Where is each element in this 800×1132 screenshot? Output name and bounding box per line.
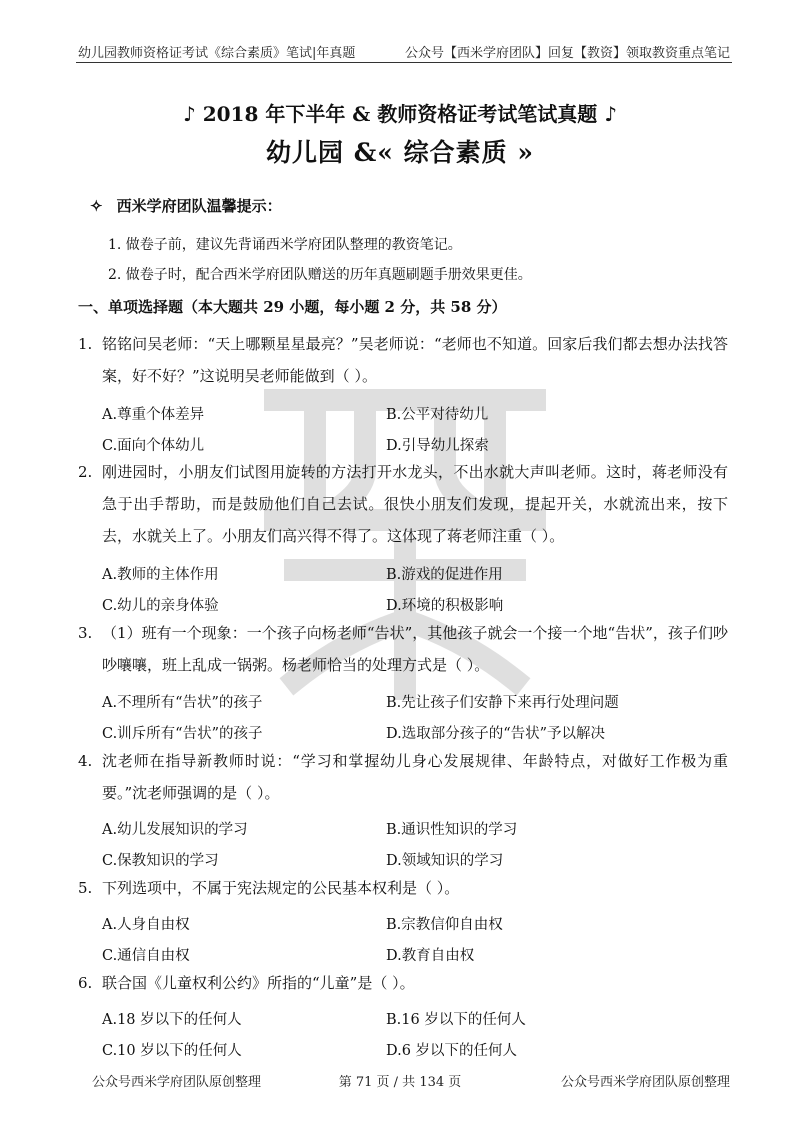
watermark-text: 西米学府 (405, 680, 409, 681)
option-d: D.6 岁以下的任何人 (386, 1043, 518, 1059)
option-b: B.宗教信仰自由权 (386, 917, 503, 933)
option-c: C.训斥所有“告状”的孩子 (102, 726, 263, 742)
option-c: C.幼儿的亲身体验 (102, 598, 219, 614)
option-d: D.教育自由权 (386, 948, 475, 964)
question-number: 2. (78, 463, 93, 481)
question-2 (78, 456, 728, 552)
option-b: B.先让孩子们安静下来再行处理问题 (386, 695, 619, 711)
question-number: 4. (78, 752, 93, 770)
option-c: C.10 岁以下的任何人 (102, 1043, 242, 1059)
option-a: A.18 岁以下的任何人 (102, 1012, 242, 1028)
header-right-text: 公众号【西米学府团队】回复【教资】领取教资重点笔记 (404, 46, 730, 61)
option-c: C.面向个体幼儿 (102, 438, 205, 454)
page-number: 第 71 页 / 共 134 页 (338, 1075, 462, 1090)
option-d: D.领域知识的学习 (386, 853, 504, 869)
sparkle-icon: ✧ (90, 197, 103, 215)
header-left-text: 幼儿园教师资格证考试《综合素质》笔试|年真题 (78, 46, 356, 61)
question-number: 3. (78, 624, 93, 642)
question-text: 铭铭问吴老师：“天上哪颗星星最亮？”吴老师说：“老师也不知道。回家后我们都去想办法找答案，好不好？”这说明吴老师能做到（ ）。 (102, 335, 728, 385)
option-b: B.游戏的促进作用 (386, 567, 503, 583)
option-d: D.引导幼儿探索 (386, 438, 489, 454)
question-number: 6. (78, 974, 93, 992)
exam-title: ♪ 2018 年下半年 & 教师资格证考试笔试真题 ♪ (182, 102, 618, 126)
question-5 (78, 872, 728, 904)
tip-item: 1. 做卷子前，建议先背诵西米学府团队整理的教资笔记。 (108, 237, 462, 253)
question-1 (78, 328, 728, 392)
option-b: B.通识性知识的学习 (386, 822, 518, 838)
option-a: A.不理所有“告状”的孩子 (102, 695, 263, 711)
tips-heading (90, 195, 282, 216)
option-c: C.保教知识的学习 (102, 853, 219, 869)
option-d: D.环境的积极影响 (386, 598, 504, 614)
question-number: 5. (78, 879, 93, 897)
question-4 (78, 745, 728, 809)
question-text: （1）班有一个现象：一个孩子向杨老师“告状”，其他孩子就会一个接一个地“告状”，孩子们吵吵嚷嚷，班上乱成一锅粥。杨老师恰当的处理方式是（ ）。 (102, 624, 728, 674)
question-text: 沈老师在指导新教师时说：“学习和掌握幼儿身心发展规律、年龄特点，对做好工作极为重要。”沈老师强调的是（ ）。 (102, 752, 728, 802)
question-6 (78, 967, 728, 999)
question-number: 1. (78, 335, 93, 353)
option-b: B.16 岁以下的任何人 (386, 1012, 526, 1028)
option-b: B.公平对待幼儿 (386, 407, 489, 423)
footer-right-text: 公众号西米学府团队原创整理 (560, 1075, 730, 1090)
option-a: A.人身自由权 (102, 917, 190, 933)
question-text: 刚进园时，小朋友们试图用旋转的方法打开水龙头，不出水就大声叫老师。这时，蒋老师没有急于出手帮助，而是鼓励他们自己去试。很快小朋友们发现，提起开关，水就流出来，按下去，水就关上了。小朋友们高兴得不得了。这体现了蒋老师注重（ ）。 (102, 463, 728, 545)
footer-left-text: 公众号西米学府团队原创整理 (92, 1075, 262, 1090)
subject-title: 幼儿园 &« 综合素质 » (266, 138, 534, 167)
section-title: 一、单项选择题（本大题共 29 小题，每小题 2 分，共 58 分） (78, 298, 507, 316)
option-c: C.通信自由权 (102, 948, 190, 964)
question-text: 联合国《儿童权利公约》所指的“儿童”是（ ）。 (102, 974, 415, 992)
option-d: D.选取部分孩子的“告状”予以解决 (386, 726, 606, 742)
option-a: A.教师的主体作用 (102, 567, 219, 583)
option-a: A.幼儿发展知识的学习 (102, 822, 248, 838)
question-text: 下列选项中，不属于宪法规定的公民基本权利是（ ）。 (102, 879, 460, 897)
question-3 (78, 617, 728, 681)
header-divider (76, 62, 732, 63)
tips-heading-text: 西米学府团队温馨提示： (116, 197, 282, 215)
tip-item: 2. 做卷子时，配合西米学府团队赠送的历年真题刷题手册效果更佳。 (108, 267, 532, 283)
option-a: A.尊重个体差异 (102, 407, 205, 423)
